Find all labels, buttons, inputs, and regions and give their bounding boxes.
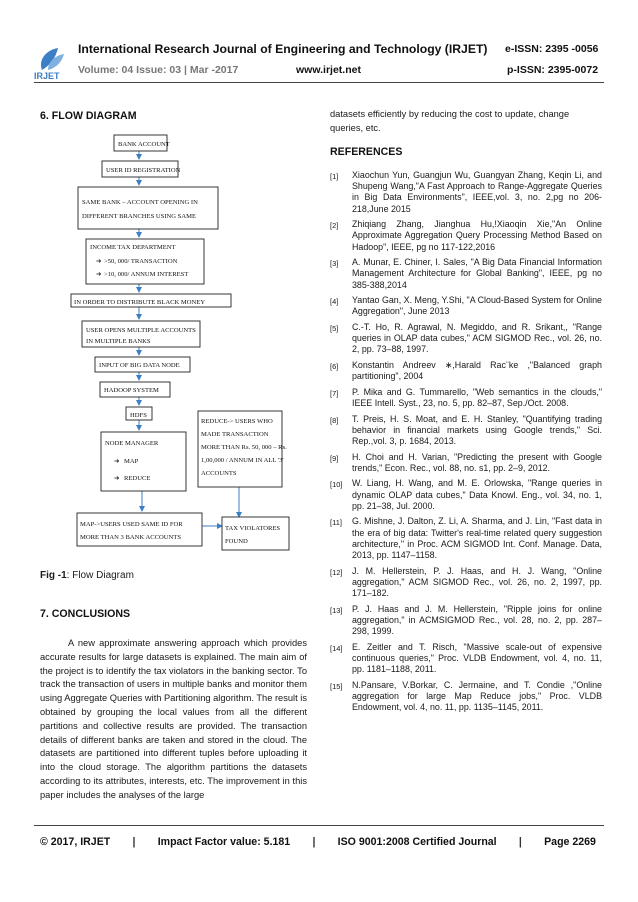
footer-iso: ISO 9001:2008 Certified Journal	[337, 836, 497, 848]
box-same-bank	[78, 187, 218, 229]
reference-item	[330, 295, 602, 317]
reference-number: [9]	[330, 453, 339, 463]
diagram-label: MADE TRANSACTION	[201, 431, 269, 438]
box-tax-violators	[222, 517, 289, 550]
reference-text: G. Mishne, J. Dalton, Z. Li, A. Sharma, and J. Lin, "Fast data in the era of big data: Twitter's real-time related query suggestion architecture," in Proc. ACM SIGMOD Int. Conf. Manage. Data, 2013, pp. 1147–1158.	[352, 516, 602, 560]
reference-number: [14]	[330, 643, 343, 653]
reference-item	[330, 680, 602, 714]
footer-copyright: © 2017, IRJET	[40, 836, 111, 848]
diagram-label: MAP	[124, 458, 139, 465]
arrow-right-icon: ➔	[114, 475, 120, 482]
reference-item	[330, 360, 602, 382]
reference-number: [3]	[330, 259, 339, 269]
figure-caption-text: : Flow Diagram	[66, 570, 134, 581]
diagram-label: 1,00,000 / ANNUM IN ALL '3'	[201, 457, 284, 464]
diagram-label: INCOME TAX DEPARTMENT	[90, 244, 176, 251]
diagram-label: >10, 000/ ANNUM INTEREST	[104, 271, 189, 278]
diagram-label: BANK ACCOUNT	[118, 141, 170, 148]
reference-text: H. Choi and H. Varian, "Predicting the present with Google trends," Econ. Rec., vol. 88, no. s1, pp. 2–9, 2012.	[352, 451, 602, 473]
reference-text: W. Liang, H. Wang, and M. E. Orlowska, "Range queries in dynamic OLAP data cubes," Data Knowl. Eng., vol. 34, no. 1, pp. 21–38, Jul. 2000.	[352, 478, 602, 511]
journal-title: International Research Journal of Engineering and Technology (IRJET)	[78, 42, 488, 56]
reference-number: [6]	[330, 362, 339, 371]
reference-item	[330, 566, 602, 600]
reference-number: [12]	[330, 567, 343, 577]
reference-text: N.Pansare, V.Borkar, C. Jermaine, and T. Condie ,"Online aggregation for large Map Reduce jobs," Proc. VLDB Endowment, vol. 4, no. 11, pp. 1135–1145, 2011.	[352, 679, 602, 712]
reference-text: E. Zeitler and T. Risch, "Massive scale-out of expensive continuous queries," Proc. VLDB Endowment, vol. 4, no. 11, pp. 1181–1188, 2011.	[352, 641, 602, 674]
e-issn: e-ISSN: 2395 -0056	[505, 43, 599, 55]
reference-text: P. Mika and G. Tummarello, "Web semantics in the clouds," IEEE Intell. Syst., 23, no. 5, pp. 82–87, Sep./Oct. 2008.	[352, 386, 602, 408]
diagram-label: MORE THAN 3 BANK ACCOUNTS	[80, 534, 181, 541]
header-divider	[34, 82, 604, 83]
reference-number: [2]	[330, 221, 339, 231]
arrow-right-icon: ➔	[96, 271, 102, 278]
reference-item	[330, 452, 602, 474]
diagram-label: FOUND	[225, 538, 248, 545]
diagram-label: ACCOUNTS	[201, 470, 237, 477]
diagram-label: NODE MANAGER	[105, 440, 159, 447]
reference-item	[330, 642, 602, 676]
logo-text: IRJET	[34, 71, 60, 80]
diagram-label: TAX VIOLATORES	[225, 525, 281, 532]
diagram-label: SAME BANK – ACCOUNT OPENING IN	[82, 199, 198, 206]
section-heading-references: REFERENCES	[330, 146, 403, 158]
diagram-label: IN MULTIPLE BANKS	[86, 338, 151, 345]
diagram-label: REDUCE	[124, 475, 151, 482]
reference-item	[330, 219, 602, 253]
reference-number: [7]	[330, 388, 339, 398]
reference-text: T. Preis, H. S. Moat, and E. H. Stanley, "Quantifying trading behavior in financial markets using Google trends," Sci. Rep.,vol. 3, p. 1684, 2013.	[352, 413, 602, 446]
reference-number: [5]	[330, 324, 339, 333]
p-issn: p-ISSN: 2395-0072	[507, 64, 599, 76]
diagram-label: REDUCE-> USERS WHO	[201, 418, 273, 425]
figure-label: Fig -1	[40, 570, 67, 581]
footer-separator: |	[132, 836, 136, 848]
diagram-label: DIFFERENT BRANCHES USING SAME	[82, 213, 197, 220]
reference-item	[330, 516, 602, 561]
section-heading-conclusions: 7. CONCLUSIONS	[40, 608, 131, 620]
reference-text: C.-T. Ho, R. Agrawal, N. Megiddo, and R. Srikant,, "Range queries in OLAP data cubes," ACM SIGMOD Rec., vol. 26, no. 2, pp. 73–88, 1997.	[352, 322, 602, 355]
page-footer	[40, 836, 596, 848]
continued-paragraph: datasets efficiently by reducing the cost to update, change queries, etc.	[330, 109, 570, 133]
diagram-label: USER ID REGISTRATION	[106, 167, 181, 174]
reference-number: [11]	[330, 518, 342, 528]
reference-list	[330, 170, 602, 718]
journal-website[interactable]: www.irjet.net	[296, 64, 361, 76]
diagram-label: IN ORDER TO DISTRIBUTE BLACK MONEY	[74, 299, 206, 306]
volume-issue: Volume: 04 Issue: 03 | Mar -2017	[78, 64, 239, 76]
reference-item	[330, 478, 602, 512]
diagram-label: MAP->USERS USED SAME ID FOR	[80, 521, 183, 528]
flow-diagram	[64, 132, 314, 562]
footer-page-number: Page 2269	[544, 836, 596, 848]
irjet-logo	[34, 44, 70, 80]
arrow-right-icon: ➔	[114, 458, 120, 465]
reference-text: Zhiqiang Zhang, Jianghua Hu,!Xiaoqin Xie,"An Online Approximate Aggregation Query Processing Method Based on Hadoop", IEEE, pg no 117-122,2016	[352, 219, 602, 252]
arrow-right-icon: ➔	[96, 258, 102, 265]
reference-item	[330, 257, 602, 291]
section-heading-flow-diagram: 6. FLOW DIAGRAM	[40, 110, 137, 122]
diagram-label: >50, 000/ TRANSACTION	[104, 258, 178, 265]
reference-number: [1]	[330, 172, 339, 181]
reference-item	[330, 387, 602, 409]
footer-separator: |	[312, 836, 316, 848]
footer-separator: |	[518, 836, 522, 848]
reference-number: [8]	[330, 415, 339, 425]
reference-number: [4]	[330, 297, 339, 307]
reference-number: [13]	[330, 605, 343, 615]
diagram-label: HADOOP SYSTEM	[104, 387, 159, 394]
reference-text: Yantao Gan, X. Meng, Y.Shi, "A Cloud-Based System for Online Aggregation", June 2013	[352, 295, 602, 317]
conclusions-paragraph: A new approximate answering approach which provides accurate results for large datasets is explained. The main aim of the project is to identify the tax violators in the banking sector. To track the transaction of users in multiple banks and monitor them using Aggregate Queries with Partitioning algorithm. The result is obtained by grouping the local values from all the different partitions and collective results are provided. The transaction details of different banks are taken and stored in the cloud. The datasets are partitioned into different tuples before uploading it into the cloud storage. The algorithm partitions the datasets according to its attributes, interests, etc. The improvement in this paper includes the analyses of the large	[40, 638, 307, 800]
reference-text: Xiaochun Yun, Guangjun Wu, Guangyan Zhang, Keqin Li, and Shupeng Wang,"A Fast Approach to Range-Aggregate Queries in Big Data Environments", IEEE,vol. 3, no. 2,pg no 206-218,June 2015	[352, 170, 602, 214]
reference-item	[330, 322, 602, 356]
figure-caption	[40, 570, 134, 581]
reference-number: [10]	[330, 480, 343, 490]
reference-text: Konstantin Andreev ∗,Harald Rac¨ke ,"Balanced graph partitioning", 2004	[352, 360, 602, 382]
footer-divider	[34, 825, 604, 826]
footer-impact-factor: Impact Factor value: 5.181	[157, 836, 291, 848]
diagram-label: MORE THAN Rs. 50, 000 – Rs.	[201, 444, 287, 451]
diagram-label: INPUT OF BIG DATA NODE	[99, 362, 180, 369]
box-map-result	[77, 513, 202, 546]
reference-item	[330, 414, 602, 448]
reference-item	[330, 170, 602, 215]
reference-text: A. Munar, E. Chiner, I. Sales, "A Big Data Financial Information Management Architecture for Global Banking", IEEE, pg no 385-388,2014	[352, 257, 602, 290]
diagram-label: USER OPENS MULTIPLE ACCOUNTS	[86, 327, 196, 334]
diagram-label: HDFS	[130, 412, 147, 419]
reference-text: P. J. Haas and J. M. Hellerstein, "Ripple joins for online aggregation," in ACMSIGMOD Rec., vol. 28, no. 2, pp. 287–298, 1999.	[352, 603, 602, 636]
reference-item	[330, 604, 602, 638]
reference-number: [15]	[330, 681, 343, 691]
reference-text: J. M. Hellerstein, P. J. Haas, and H. J. Wang, "Online aggregation," ACM SIGMOD Rec., vol. 26, no. 2, 1997, pp. 171–182.	[352, 565, 602, 598]
